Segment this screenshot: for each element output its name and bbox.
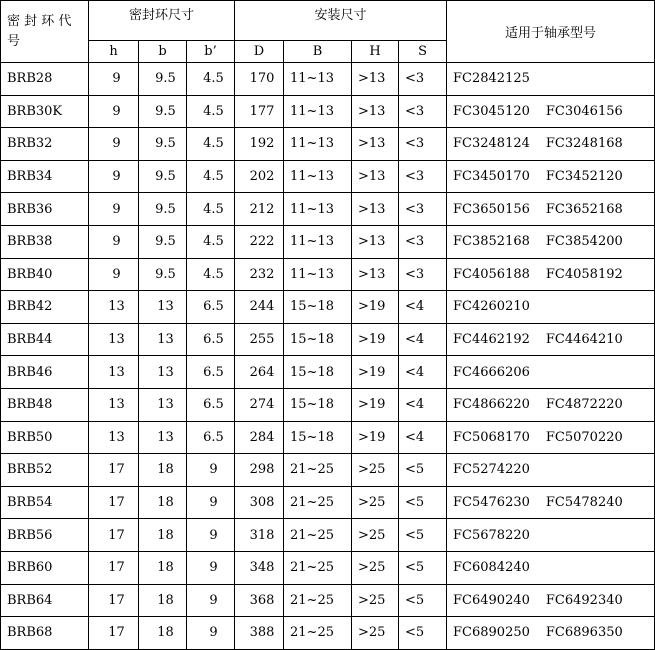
bearing-model-1: FC3045120 [453,103,530,119]
cell-s: <5 [399,486,447,519]
cell-h: 17 [89,454,139,487]
header-bearing-model: 适用于轴承型号 [447,1,655,63]
cell-b: 13 [139,356,187,389]
cell-h: 9 [89,128,139,161]
header-seal-size: 密封环尺寸 [89,1,235,41]
cell-d: 192 [235,128,284,161]
cell-b-install: 21~25 [284,617,352,650]
bearing-model-2: FC3854200 [545,234,623,250]
bearing-model-2: FC4464210 [545,332,623,348]
cell-b-install: 11~13 [284,128,352,161]
cell-b: 18 [139,454,187,487]
header-big-h: H [352,41,399,63]
cell-b-install: 21~25 [284,519,352,552]
cell-big-h: >25 [352,454,399,487]
bearing-model-2 [530,365,546,380]
table-body [1,63,655,650]
cell-bearing-models [447,584,655,617]
cell-h: 13 [89,388,139,421]
table-header [1,1,655,63]
cell-big-h: >19 [352,388,399,421]
bearing-model-2 [530,462,546,477]
table-row [1,323,655,356]
cell-b-install: 21~25 [284,454,352,487]
cell-b-install: 15~18 [284,388,352,421]
table-row [1,584,655,617]
cell-b: 9.5 [139,95,187,128]
table-row [1,388,655,421]
cell-seal-code: BRB28 [1,63,89,96]
cell-b-install: 21~25 [284,584,352,617]
bearing-model-1: FC4056188 [453,266,530,282]
bearing-model-1: FC5476230 [453,495,530,511]
cell-bearing-models [447,95,655,128]
cell-b-prime: 9 [187,486,235,519]
cell-big-h: >25 [352,486,399,519]
cell-b-prime: 4.5 [187,193,235,226]
cell-b: 13 [139,291,187,324]
cell-seal-code: BRB30K [1,95,89,128]
cell-d: 212 [235,193,284,226]
cell-big-h: >19 [352,356,399,389]
cell-b-prime: 6.5 [187,421,235,454]
cell-b-prime: 9 [187,584,235,617]
cell-b-prime: 4.5 [187,225,235,258]
cell-seal-code: BRB50 [1,421,89,454]
cell-b-prime: 6.5 [187,323,235,356]
bearing-model-1: FC3450170 [453,169,530,185]
cell-b-install: 11~13 [284,63,352,96]
cell-b: 9.5 [139,128,187,161]
cell-b-install: 21~25 [284,486,352,519]
cell-big-h: >13 [352,128,399,161]
cell-big-h: >19 [352,421,399,454]
cell-d: 244 [235,291,284,324]
cell-big-h: >13 [352,258,399,291]
cell-b: 18 [139,551,187,584]
cell-b-prime: 4.5 [187,160,235,193]
cell-s: <4 [399,323,447,356]
cell-bearing-models [447,388,655,421]
cell-bearing-models [447,160,655,193]
cell-big-h: >19 [352,291,399,324]
bearing-model-2: FC6896350 [545,625,623,641]
cell-b: 18 [139,486,187,519]
cell-big-h: >13 [352,95,399,128]
cell-bearing-models [447,551,655,584]
cell-d: 255 [235,323,284,356]
cell-d: 274 [235,388,284,421]
cell-h: 9 [89,160,139,193]
header-b: b [139,41,187,63]
cell-seal-code: BRB42 [1,291,89,324]
cell-seal-code: BRB36 [1,193,89,226]
cell-bearing-models [447,63,655,96]
cell-seal-code: BRB34 [1,160,89,193]
bearing-model-1: FC2842125 [453,71,530,87]
cell-d: 170 [235,63,284,96]
cell-bearing-models [447,193,655,226]
header-install-size: 安装尺寸 [235,1,447,41]
bearing-model-1: FC5678220 [453,527,530,543]
cell-b-install: 11~13 [284,225,352,258]
cell-bearing-models [447,519,655,552]
header-b-prime: b’ [187,41,235,63]
header-d: D [235,41,284,63]
cell-b-prime: 6.5 [187,388,235,421]
cell-b-install: 15~18 [284,323,352,356]
bearing-model-2 [530,528,546,543]
bearing-model-2: FC5070220 [545,429,623,445]
cell-b-install: 11~13 [284,193,352,226]
bearing-model-1: FC6084240 [453,560,530,576]
cell-b-install: 15~18 [284,291,352,324]
bearing-model-2 [530,560,546,575]
cell-b: 13 [139,323,187,356]
cell-b: 18 [139,617,187,650]
cell-b-prime: 4.5 [187,63,235,96]
bearing-model-2 [530,299,546,314]
header-row-top [1,1,655,41]
cell-s: <3 [399,258,447,291]
cell-d: 348 [235,551,284,584]
cell-big-h: >13 [352,193,399,226]
cell-d: 308 [235,486,284,519]
cell-b-prime: 4.5 [187,258,235,291]
cell-b-prime: 9 [187,454,235,487]
cell-b-install: 11~13 [284,258,352,291]
table-row [1,454,655,487]
cell-seal-code: BRB68 [1,617,89,650]
cell-b-install: 11~13 [284,160,352,193]
cell-big-h: >25 [352,584,399,617]
bearing-model-2: FC6492340 [545,592,623,608]
bearing-model-1: FC6490240 [453,592,530,608]
cell-b-install: 15~18 [284,421,352,454]
bearing-model-2: FC4058192 [545,266,623,282]
cell-b-install: 15~18 [284,356,352,389]
cell-s: <5 [399,454,447,487]
bearing-model-2 [530,71,546,86]
cell-s: <3 [399,128,447,161]
cell-s: <4 [399,291,447,324]
cell-b: 18 [139,519,187,552]
cell-d: 284 [235,421,284,454]
cell-seal-code: BRB40 [1,258,89,291]
cell-h: 13 [89,421,139,454]
cell-seal-code: BRB44 [1,323,89,356]
cell-b-install: 11~13 [284,95,352,128]
table-row [1,356,655,389]
cell-b-prime: 4.5 [187,128,235,161]
cell-bearing-models [447,356,655,389]
table-row [1,193,655,226]
cell-d: 264 [235,356,284,389]
bearing-model-1: FC3650156 [453,201,530,217]
cell-s: <3 [399,63,447,96]
cell-seal-code: BRB60 [1,551,89,584]
cell-s: <5 [399,617,447,650]
cell-s: <5 [399,519,447,552]
table-row [1,617,655,650]
cell-big-h: >25 [352,551,399,584]
cell-b: 18 [139,584,187,617]
cell-b-prime: 9 [187,551,235,584]
cell-b-prime: 6.5 [187,356,235,389]
cell-s: <3 [399,225,447,258]
bearing-model-2: FC3652168 [545,201,623,217]
table-row [1,63,655,96]
cell-h: 9 [89,258,139,291]
bearing-model-1: FC5068170 [453,429,530,445]
table-row [1,519,655,552]
cell-h: 17 [89,551,139,584]
header-b-install: B [284,41,352,63]
bearing-model-2: FC3452120 [545,169,623,185]
cell-big-h: >13 [352,225,399,258]
bearing-model-2: FC3248168 [545,136,623,152]
cell-seal-code: BRB46 [1,356,89,389]
cell-d: 232 [235,258,284,291]
cell-d: 177 [235,95,284,128]
bearing-model-2: FC5478240 [545,495,623,511]
cell-s: <3 [399,160,447,193]
bearing-model-1: FC3248124 [453,136,530,152]
cell-b-prime: 9 [187,519,235,552]
bearing-model-1: FC4462192 [453,332,530,348]
cell-h: 17 [89,486,139,519]
cell-h: 17 [89,617,139,650]
bearing-model-1: FC5274220 [453,462,530,478]
table-row [1,128,655,161]
cell-bearing-models [447,128,655,161]
cell-d: 222 [235,225,284,258]
table-row [1,160,655,193]
cell-bearing-models [447,258,655,291]
bearing-model-2: FC3046156 [545,103,623,119]
cell-b: 9.5 [139,258,187,291]
cell-seal-code: BRB38 [1,225,89,258]
table-row [1,486,655,519]
header-h: h [89,41,139,63]
cell-b-prime: 4.5 [187,95,235,128]
cell-h: 17 [89,584,139,617]
cell-bearing-models [447,617,655,650]
cell-h: 17 [89,519,139,552]
table-row [1,551,655,584]
cell-seal-code: BRB64 [1,584,89,617]
table-row [1,225,655,258]
cell-b: 13 [139,388,187,421]
cell-seal-code: BRB56 [1,519,89,552]
cell-b: 13 [139,421,187,454]
cell-s: <5 [399,584,447,617]
bearing-model-1: FC4866220 [453,397,530,413]
cell-d: 298 [235,454,284,487]
cell-bearing-models [447,454,655,487]
table-row [1,95,655,128]
table-row [1,421,655,454]
cell-h: 9 [89,95,139,128]
cell-b: 9.5 [139,63,187,96]
cell-b-prime: 6.5 [187,291,235,324]
cell-b: 9.5 [139,225,187,258]
cell-b-prime: 9 [187,617,235,650]
cell-bearing-models [447,291,655,324]
cell-seal-code: BRB32 [1,128,89,161]
bearing-model-1: FC4666206 [453,364,530,380]
cell-s: <4 [399,356,447,389]
cell-s: <4 [399,421,447,454]
cell-b: 9.5 [139,160,187,193]
cell-bearing-models [447,421,655,454]
bearing-model-1: FC6890250 [453,625,530,641]
cell-d: 368 [235,584,284,617]
cell-seal-code: BRB48 [1,388,89,421]
cell-d: 318 [235,519,284,552]
cell-h: 13 [89,323,139,356]
cell-big-h: >25 [352,519,399,552]
cell-seal-code: BRB54 [1,486,89,519]
cell-h: 13 [89,291,139,324]
cell-bearing-models [447,323,655,356]
cell-h: 9 [89,193,139,226]
cell-big-h: >25 [352,617,399,650]
bearing-model-1: FC3852168 [453,234,530,250]
cell-h: 13 [89,356,139,389]
cell-h: 9 [89,225,139,258]
cell-big-h: >19 [352,323,399,356]
cell-h: 9 [89,63,139,96]
cell-d: 202 [235,160,284,193]
cell-b-install: 21~25 [284,551,352,584]
header-seal-model: 密 封 环 代 号 [1,1,89,63]
cell-s: <5 [399,551,447,584]
bearing-model-1: FC4260210 [453,299,530,315]
table-row [1,258,655,291]
table-row [1,291,655,324]
cell-s: <3 [399,193,447,226]
bearing-model-2: FC4872220 [545,397,623,413]
cell-seal-code: BRB52 [1,454,89,487]
cell-d: 388 [235,617,284,650]
cell-big-h: >13 [352,160,399,193]
cell-bearing-models [447,225,655,258]
cell-b: 9.5 [139,193,187,226]
cell-s: <4 [399,388,447,421]
header-s: S [399,41,447,63]
cell-bearing-models [447,486,655,519]
cell-big-h: >13 [352,63,399,96]
cell-s: <3 [399,95,447,128]
